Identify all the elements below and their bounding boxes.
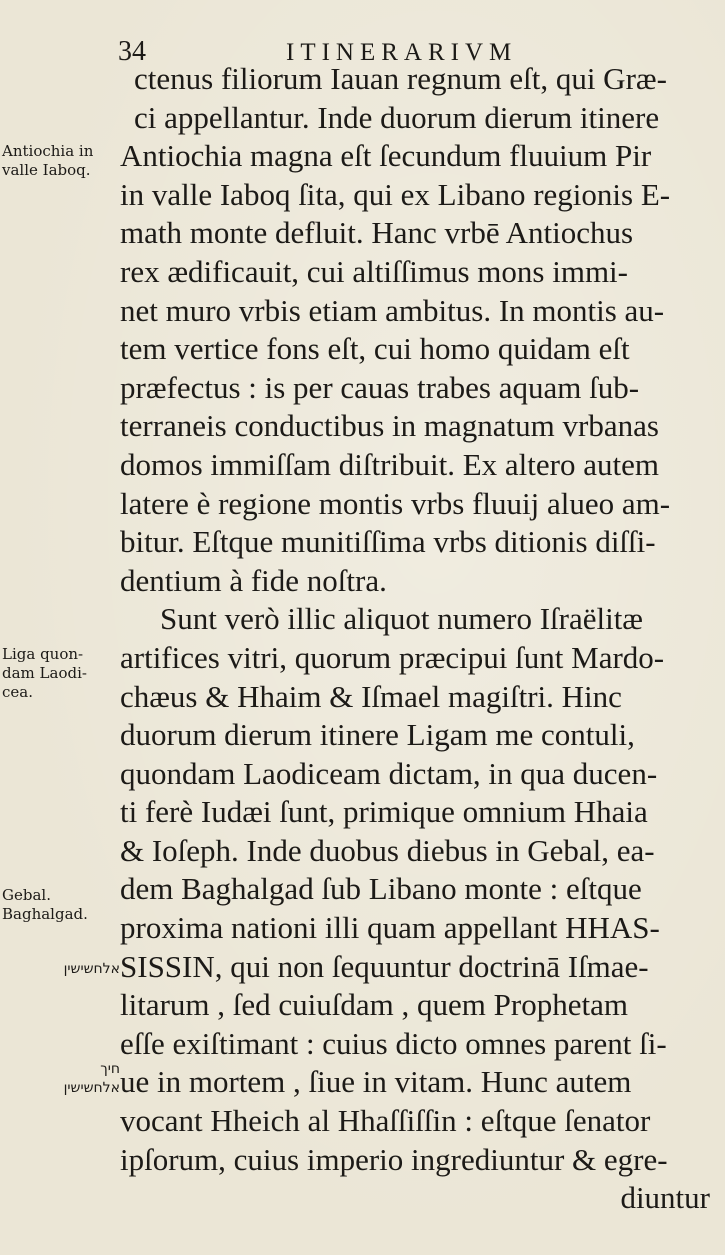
margin-note-line: Gebal. — [2, 886, 51, 904]
text-line: duorum dierum itinere Ligam me contuli, — [120, 717, 635, 753]
text-line: Antiochia magna eſt ſecundum fluuium Pir — [120, 138, 652, 174]
text-line: net muro vrbis etiam ambitus. In montis au- — [120, 292, 665, 328]
text-line: ci appellantur. Inde duorum dierum itinere — [134, 99, 660, 135]
margin-note-line: Baghalgad. — [2, 905, 88, 923]
text-line: bitur. Eſtque munitiſſima vrbs ditionis diſſi- — [120, 524, 656, 560]
text-line: ti ferè Iudæi ſunt, primique omnium Hhaia — [120, 794, 648, 830]
margin-note-antiochia — [2, 142, 93, 180]
text-line: latere è regione montis vrbs fluuij alueo am- — [120, 485, 671, 521]
margin-note-line: cea. — [2, 683, 33, 701]
margin-note-line: חיך — [100, 1061, 120, 1077]
text-line: domos immiſſam diſtribuit. Ex altero autem — [120, 446, 659, 482]
margin-note-line: dam Laodi- — [2, 664, 87, 682]
margin-note-hebrew-1: אלחשישין — [63, 961, 120, 977]
text-line: ipſorum, cuius imperio ingrediuntur & egre- — [120, 1141, 668, 1177]
text-line: ctenus filiorum Iauan regnum eſt, qui Græ- — [134, 61, 667, 96]
text-line: math monte defluit. Hanc vrbē Antiochus — [120, 215, 634, 251]
text-line: SISSIN, qui non ſequuntur doctrinā Iſmae- — [120, 948, 649, 984]
page-number: 34 — [118, 36, 146, 67]
margin-note-line: Antiochia in — [2, 142, 94, 160]
text-line: vocant Hheich al Hhaſſiſſin : eſtque ſenator — [120, 1103, 651, 1139]
running-title: ITINERARIVM — [286, 39, 518, 66]
text-line: tem vertice fons eſt, cui homo quidam eſt — [120, 331, 630, 367]
text-line: eſſe exiſtimant : cuius dicto omnes parent ſi- — [120, 1025, 667, 1061]
margin-note-gebal — [2, 886, 88, 924]
text-line: & Ioſeph. Inde duobus diebus in Gebal, ea- — [120, 832, 655, 868]
text-line: artifices vitri, quorum præcipui ſunt Mardo- — [120, 639, 665, 675]
text-line: Sunt verò illic aliquot numero Iſraëlitæ — [160, 601, 643, 637]
margin-note-hebrew-2 — [2, 1060, 120, 1098]
margin-note-line: אלחשישין — [63, 1080, 120, 1096]
margin-note-line: valle Iaboq. — [2, 161, 91, 179]
main-text-block — [120, 60, 710, 1218]
text-line: proxima nationi illi quam appellant HHAS- — [120, 910, 660, 946]
text-line: in valle Iaboq ſita, qui ex Libano regionis E- — [120, 176, 671, 212]
text-line: litarum , ſed cuiuſdam , quem Prophetam — [120, 987, 628, 1023]
margin-note-liga — [2, 645, 87, 702]
margin-note-line: Liga quon- — [2, 645, 84, 663]
text-line: terraneis conductibus in magnatum vrbanas — [120, 408, 659, 444]
text-line: rex ædificauit, cui altiſſimus mons immi- — [120, 253, 628, 289]
text-line: præfectus : is per cauas trabes aquam ſub- — [120, 369, 640, 405]
text-line: dentium à fide noſtra. — [120, 562, 387, 598]
text-line: quondam Laodiceam dictam, in qua ducen- — [120, 755, 658, 791]
text-line: chæus & Hhaim & Iſmael magiſtri. Hinc — [120, 678, 622, 714]
margin-notes — [0, 0, 120, 1255]
text-line: dem Baghalgad ſub Libano monte : eſtque — [120, 871, 642, 907]
text-line: diuntur — [620, 1180, 710, 1216]
text-line: ue in mortem , ſiue in vitam. Hunc autem — [120, 1064, 632, 1100]
